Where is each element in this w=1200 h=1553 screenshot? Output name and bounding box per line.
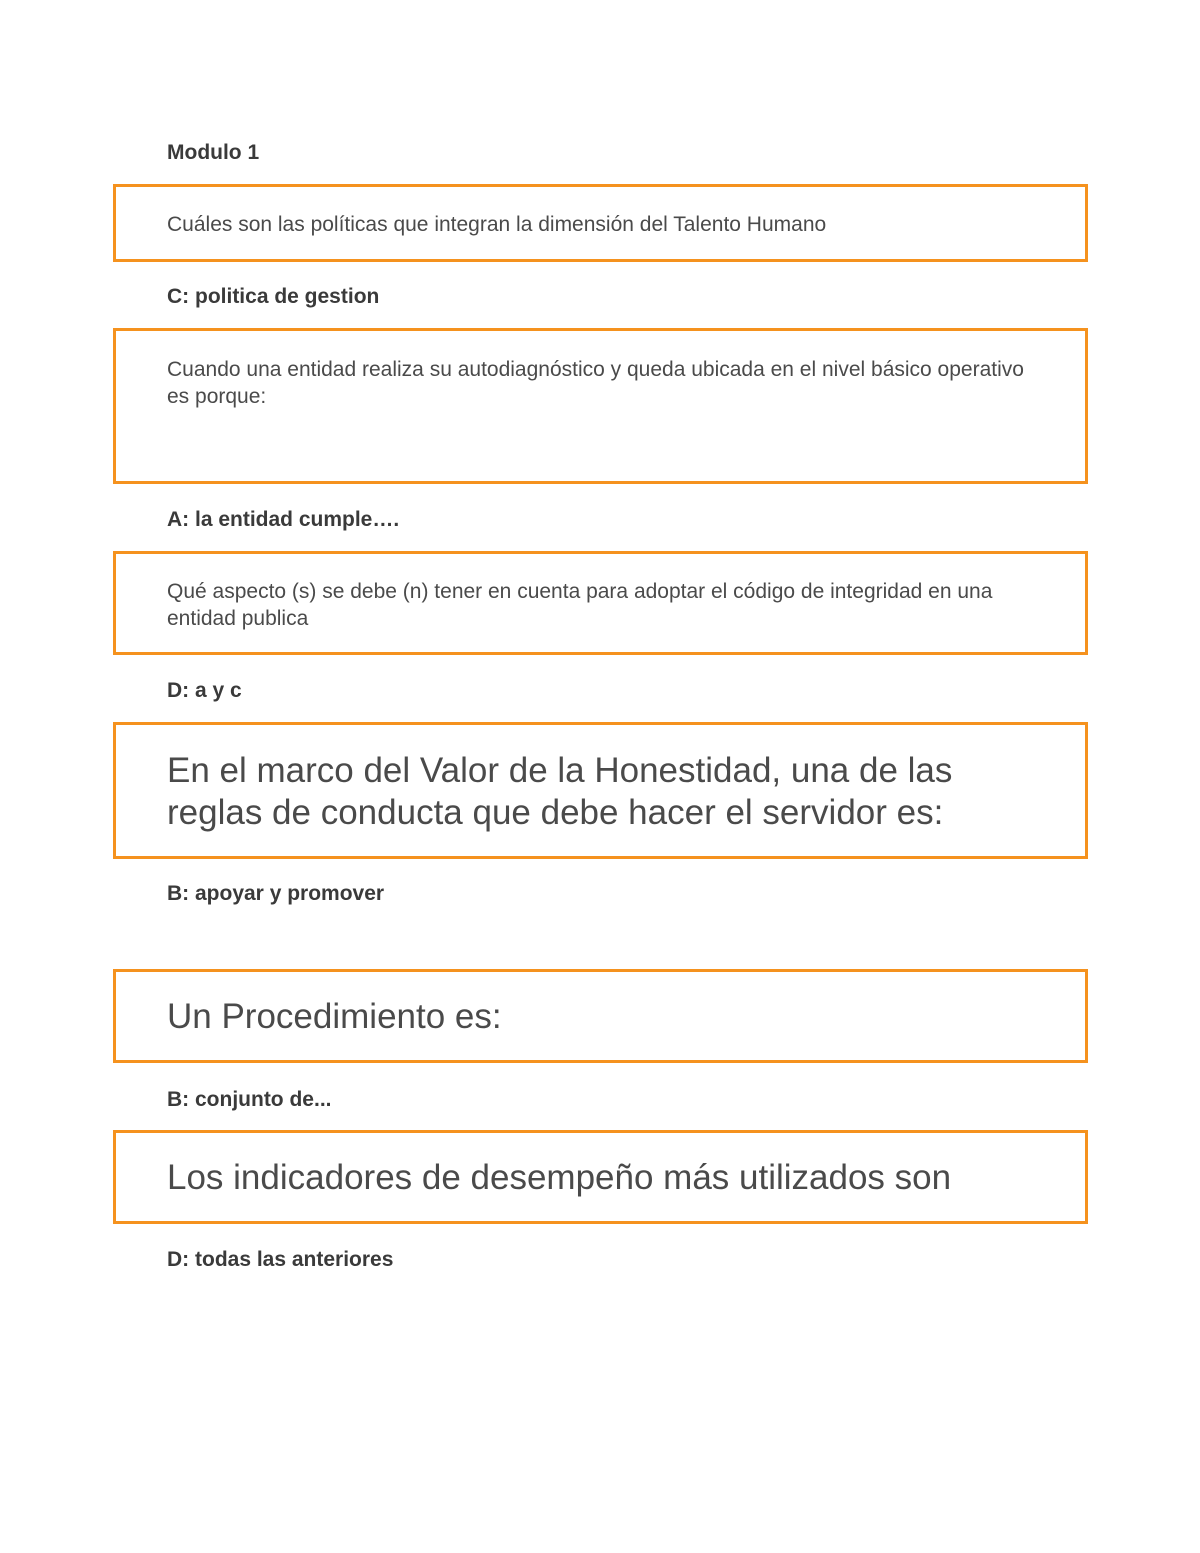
question-text-6: Los indicadores de desempeño más utilizados son — [167, 1158, 952, 1197]
question-text-2: Cuando una entidad realiza su autodiagnóstico y queda ubicada en el nivel básico operativo es porque: — [167, 358, 1024, 408]
answer-1: C: politica de gestion — [167, 285, 380, 308]
question-box-3 — [113, 551, 1088, 655]
question-box-6 — [113, 1130, 1088, 1224]
answer-2: A: la entidad cumple…. — [167, 508, 400, 531]
answer-6: D: todas las anteriores — [167, 1248, 394, 1271]
answer-3: D: a y c — [167, 679, 242, 702]
question-box-2 — [113, 328, 1088, 484]
question-text-1: Cuáles son las políticas que integran la dimensión del Talento Humano — [167, 213, 827, 236]
answer-5: B: conjunto de... — [167, 1088, 332, 1111]
module-title: Modulo 1 — [167, 141, 260, 164]
question-text-4: En el marco del Valor de la Honestidad, una de las reglas de conducta que debe hacer el servidor es: — [167, 751, 953, 832]
question-box-1 — [113, 184, 1088, 262]
question-text-5: Un Procedimiento es: — [167, 997, 502, 1036]
question-text-3: Qué aspecto (s) se debe (n) tener en cuenta para adoptar el código de integridad en una entidad publica — [167, 580, 993, 630]
answer-4: B: apoyar y promover — [167, 882, 385, 905]
question-box-5 — [113, 969, 1088, 1063]
question-box-4 — [113, 722, 1088, 859]
